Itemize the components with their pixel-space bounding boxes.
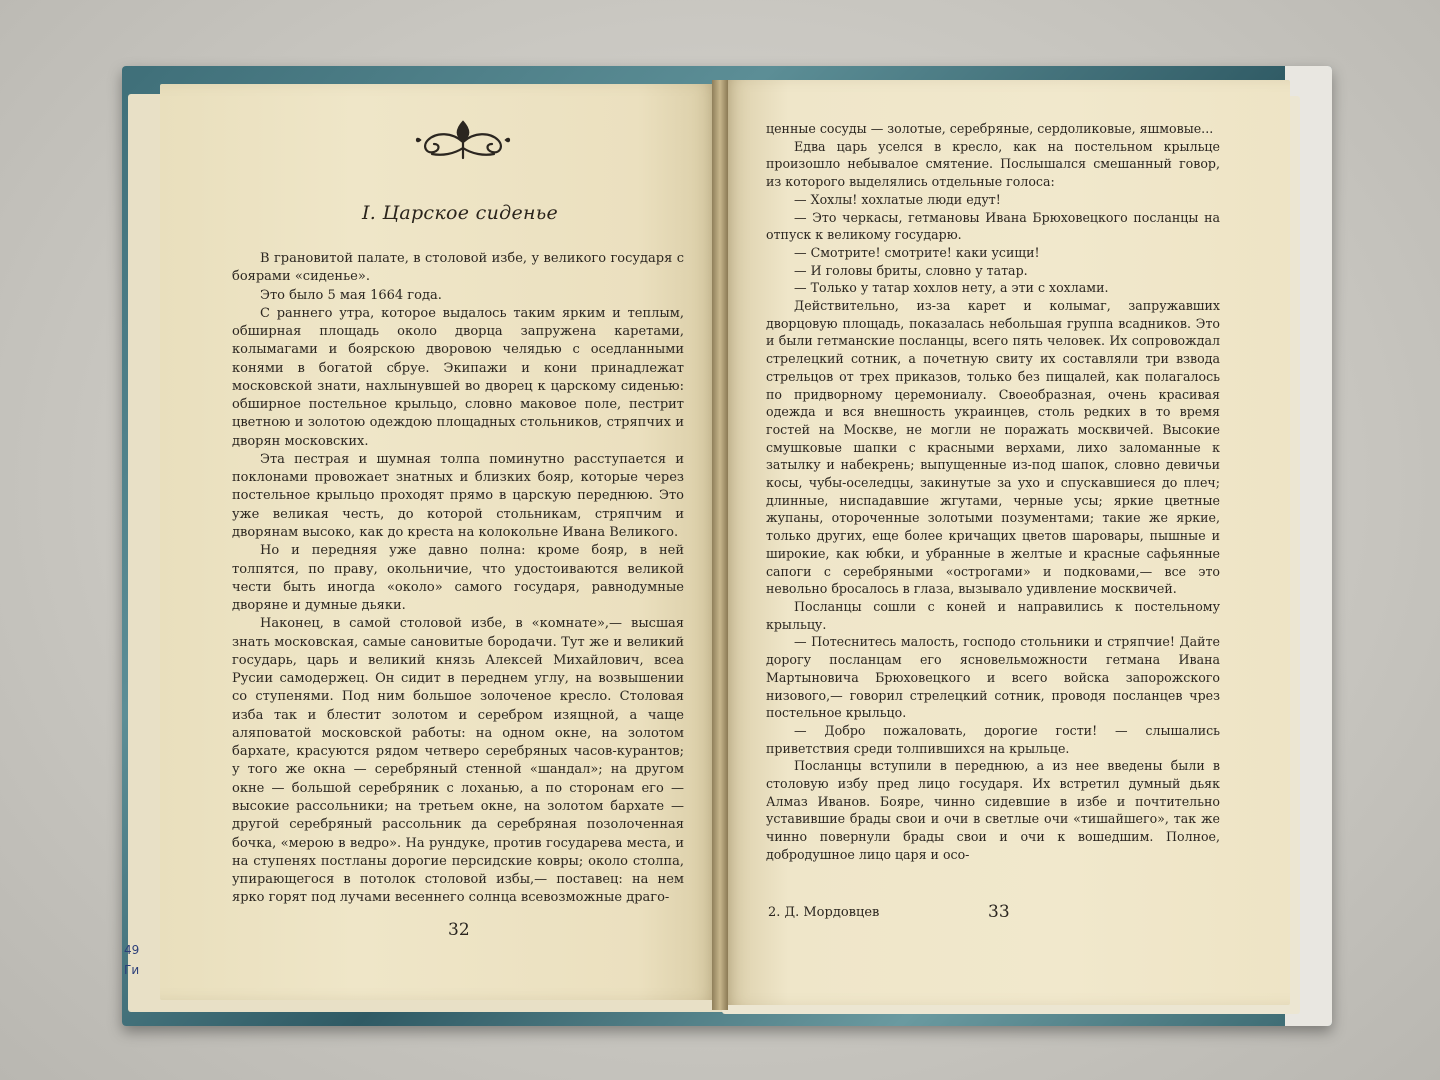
- paragraph: — Только у татар хохлов нету, а эти с хохлами.: [794, 280, 1109, 296]
- paragraph: Но и передняя уже давно полна: кроме бояр, в ней толпятся, по праву, окольничие, что удостоиваются великой чести быть иногда «около» самого государя, равнодумные дворяне и думные дьяки.: [232, 543, 684, 614]
- paragraph: Наконец, в самой столовой избе, в «комнате»,— высшая знать московская, самые сановитые бородачи. Тут же и великий государь, царь и великий князь Алексей Михайлович, всеа Русии самодержец. Он сидит в переднем углу, на возвышении со ступенями. Под ним большое золоченое кресло. Столовая изба так и блестит золотом и серебром изящной, а чаще аляповатой московской работы: на одном окне, на золотом бархате, красуются рядом четверо серебряных часов-курантов; у того же окна — серебряный стенной «шандал»; на другом окне — большой серебряник с лоханью, а по сторонам его — высокие рассольники; на третьем окне, на золотом бархате — другой серебряный рассольник да серебряная позолоченная бочка, «мерою в ведро». На рундуке, против государева места, и на ступенях постланы дорогие персидские ковры; около столпа, упирающегося в потолок столовой избы,— поставец: на нем ярко горят под лучами весеннего солнца всевозможные драго-: [232, 616, 684, 906]
- paragraph: — Добро пожаловать, дорогие гости! — слышались приветствия среди толпившихся на крыльце.: [766, 722, 1220, 756]
- right-page-number: 33: [988, 902, 1010, 922]
- left-page-number: 32: [448, 920, 470, 940]
- book-spine-gutter: [712, 80, 728, 1010]
- paragraph: Действительно, из-за карет и колымаг, запружавших дворцовую площадь, показалась небольшая группа всадников. Это и были гетманские посланцы, всего пять человек. Их сопровождал стрелецкий сотник, а почетную свиту их составляли три взвода стрельцов от трех приказов, только без пищалей, как полагалось по придворному церемониалу. Своеобразная, очень красивая одежда и вся внешность украинцев, столь редких в то время гостей на Москве, не могли не поражать москвичей. Высокие смушковые шапки с красными верхами, лихо заломанные к затылку и набекрень; выпущенные из-под шапок, словно девичьи косы, чубы-оселедцы, закинутые за ухо и спускавшиеся до плеч; длинные, ниспадавшие жгутами, черные усы; яркие цветные жупаны, отороченные золотыми позументами; такие же яркие, только других, еще более кричащих цветов шаровары, пышные и широкие, как юбки, и убранные в желтые и красные сафьянные сапоги с серебряными «острогами» и подковами,— все это невольно бросалось в глаза, вызывало удивление москвичей.: [766, 298, 1220, 597]
- paragraph: — Смотрите! смотрите! каки усищи!: [794, 244, 1040, 260]
- paragraph: Эта пестрая и шумная толпа поминутно расступается и поклонами провожает знатных и близких бояр, которые через постельное крыльцо проходят прямо в царскую переднюю. Это уже великая честь, до которой стольникам, стряпчим и дворянам высоко, как до креста на колокольне Ивана Великого.: [232, 451, 684, 540]
- paragraph: В грановитой палате, в столовой избе, у великого государя с боярами «сиденье».: [232, 251, 684, 285]
- chapter-title: I. Царское сиденье: [361, 202, 559, 224]
- paragraph: Едва царь уселся в кресло, как на постельном крыльце произошло небывалое смятение. Послышался смешанный говор, из которого выделялись отдельные голоса:: [766, 138, 1220, 190]
- left-page-text: [232, 250, 684, 908]
- handwritten-margin-note: 49 Ги: [124, 943, 140, 977]
- paragraph: С раннего утра, которое выдалось таким ярким и теплым, обширная площадь около дворца запружена каретами, колымагами и боярскою дворовою челядью с оседланными конями в богатой сбруе. Экипажи и кони принадлежат московской знати, нахлынувшей во дворец к царскому сиденью: обширное постельное крыльцо, словно маковое поле, пестрит цветною и золотою одеждою площадных стольников, стряпчих и дворян московских.: [232, 305, 684, 449]
- footer-author: 2. Д. Мордовцев: [768, 905, 880, 920]
- paragraph: ценные сосуды — золотые, серебряные, сердоликовые, яшмовые...: [766, 121, 1214, 136]
- paragraph: — Хохлы! хохлатые люди едут!: [794, 191, 1001, 207]
- paragraph: Посланцы сошли с коней и направились к постельному крыльцу.: [766, 598, 1220, 632]
- paragraph: — Это черкасы, гетмановы Ивана Брюховецкого посланцы на отпуск к великому государю.: [766, 209, 1220, 243]
- paragraph: Посланцы вступили в переднюю, а из нее введены были в столовую избу пред лицо государя. Их встретил думный дьяк Алмаз Иванов. Бояре, чинно сидевшие в избе и почтительно уставившие брады свои и очи в светлые очи «тишайшего», так же чинно повернули брады свои и очи к вошедшим. Полное, добродушное лицо царя и осо-: [766, 758, 1220, 862]
- paragraph: Это было 5 мая 1664 года.: [260, 287, 442, 303]
- paragraph: — Потеснитесь малость, господо стольники и стряпчие! Дайте дорогу посланцам его ясновельможности гетмана Ивана Мартыновича Брюховецкого и всего войска запорожского низового,— говорил стрелецкий сотник, проводя посланцев чрез постельное крыльцо.: [766, 634, 1220, 721]
- ornament-icon: [412, 118, 514, 162]
- right-page-text: [766, 120, 1220, 864]
- paragraph: — И головы бриты, словно у татар.: [794, 262, 1028, 278]
